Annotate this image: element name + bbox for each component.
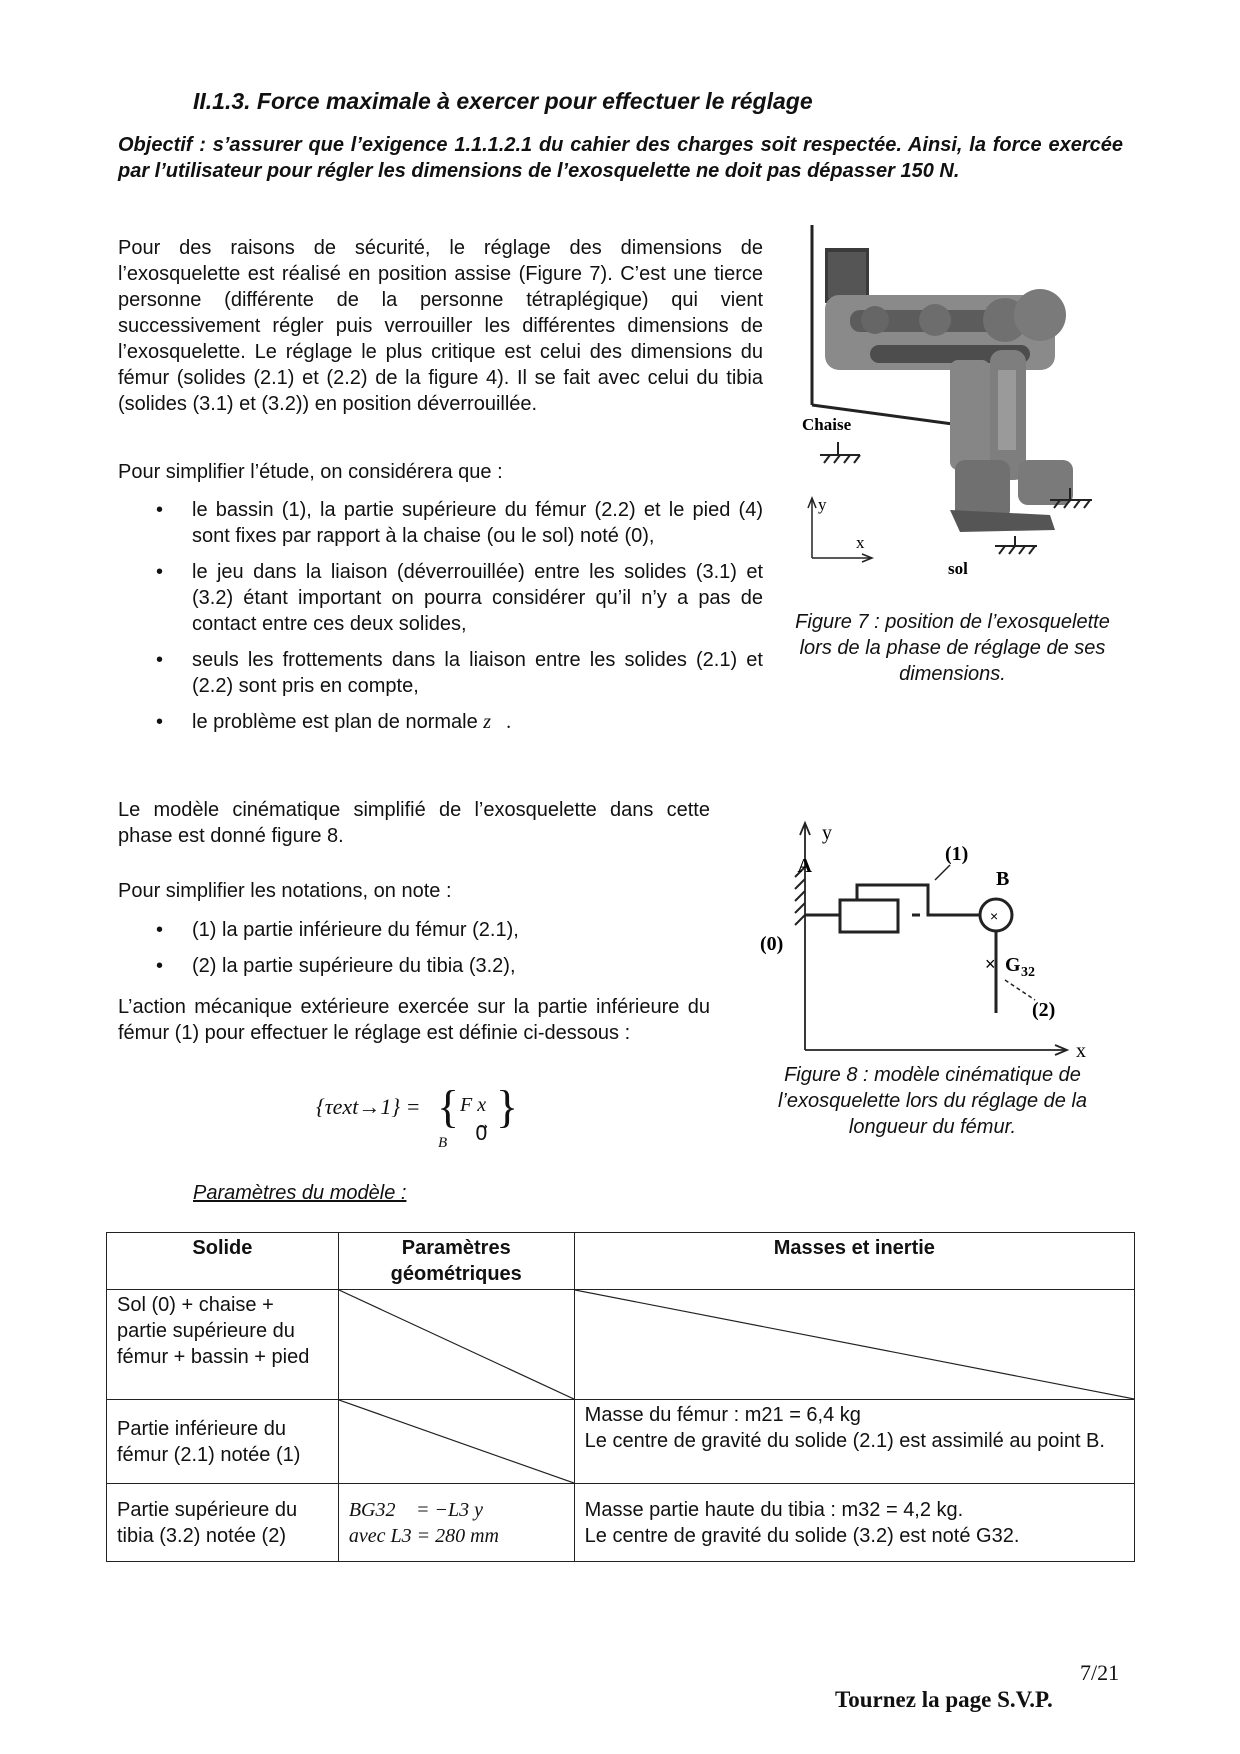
fig8-x-axis-label: x xyxy=(1076,1040,1086,1062)
label-0: (0) xyxy=(760,933,784,955)
torsor-moment: 0⃗ xyxy=(475,1123,488,1145)
list-item: • seuls les frottements dans la liaison entre les solides (2.1) et (2.2) sont pris en compte, xyxy=(118,647,763,699)
torsor-point: B xyxy=(438,1135,448,1151)
bg32-vector: BG32⃗ = −L3 y⃗ xyxy=(348,1498,499,1521)
pivot-cross-icon: × xyxy=(990,908,999,924)
label-1: (1) xyxy=(945,843,969,865)
empty-cell xyxy=(574,1290,1134,1400)
table-cell xyxy=(338,1484,574,1562)
g32-cross-icon: × xyxy=(985,954,996,974)
label-b: B xyxy=(996,868,1010,890)
label-a: A xyxy=(797,855,812,877)
femur-gravity-center: Le centre de gravité du solide (2.1) est assimilé au point B. xyxy=(584,1430,1105,1452)
table-header: Solide xyxy=(107,1233,339,1290)
torsor-label: {τext→1} = xyxy=(316,1094,421,1119)
torsor-right-brace: } xyxy=(496,1081,519,1132)
table-row xyxy=(107,1484,1135,1562)
list-item: • (1) la partie inférieure du fémur (2.1), xyxy=(118,917,710,943)
section-heading: II.1.3. Force maximale à exercer pour effectuer le réglage xyxy=(193,88,813,114)
table-cell: Partie supérieure du tibia (3.2) notée (2) xyxy=(107,1484,339,1562)
table-cell: Partie inférieure du fémur (2.1) notée (1) xyxy=(107,1400,339,1484)
femur-mass: Masse du fémur : m21 = 6,4 kg xyxy=(584,1404,861,1426)
table-cell xyxy=(574,1400,1134,1484)
fig8-y-axis-label: y xyxy=(822,822,832,844)
table-header: Paramètres géométriques xyxy=(338,1233,574,1290)
fig7-y-axis-label: y xyxy=(818,495,827,514)
tibia-gravity-center: Le centre de gravité du solide (3.2) est noté G32. xyxy=(584,1524,1020,1547)
page-number: 7/21 xyxy=(1080,1660,1120,1685)
table-cell xyxy=(574,1484,1134,1562)
torsor-left-brace: { xyxy=(437,1081,460,1132)
model-paragraph: Le modèle cinématique simplifié de l’exosquelette dans cette phase est donné figure 8. xyxy=(118,799,710,847)
params-title: Paramètres du modèle : xyxy=(193,1182,407,1204)
list-item: • le bassin (1), la partie supérieure du fémur (2.2) et le pied (4) sont fixes par rapport à la chaise (ou le sol) noté (0), xyxy=(118,497,763,549)
empty-cell xyxy=(338,1400,574,1484)
torsor-resultant: F x⃗ xyxy=(460,1094,502,1116)
chaise-label: Chaise xyxy=(802,415,852,434)
notation-intro: Pour simplifier les notations, on note : xyxy=(118,880,452,902)
simplify-intro: Pour simplifier l’étude, on considérera que : xyxy=(118,461,503,483)
fig7-x-axis-label: x xyxy=(856,533,865,552)
intro-paragraph: Pour des raisons de sécurité, le réglage des dimensions de l’exosquelette est réalisé en position assise (Figure 7). C’est une tierce personne (différente de la personne tétraplégique) qui vient successivement régler puis verrouiller les différentes dimensions de l’exosquelette. Le réglage le plus critique est celui des dimensions du fémur (solides (2.1) et (2.2) de la figure 4). Il se fait avec celui du tibia (solides (3.1) et (3.2)) en position déverrouillée. xyxy=(118,237,763,415)
label-g-sub: 32 xyxy=(1021,965,1035,980)
hypothesis-text: le problème est plan de normale xyxy=(192,711,478,733)
parameters-table xyxy=(106,1232,1135,1562)
tibia-mass: Masse partie haute du tibia : m32 = 4,2 kg. xyxy=(584,1498,964,1521)
z-vector-symbol: z⃗. xyxy=(483,711,512,733)
notations-list xyxy=(118,917,710,989)
label-2: (2) xyxy=(1032,999,1056,1021)
list-item xyxy=(118,709,763,735)
table-header-row xyxy=(107,1233,1135,1290)
turn-page-footer: Tournez la page S.V.P. xyxy=(835,1687,1053,1712)
figure7-exoskeleton-image xyxy=(800,220,1120,590)
l3-value: avec L3 = 280 mm xyxy=(348,1524,499,1547)
table-header: Masses et inertie xyxy=(574,1233,1134,1290)
table-row xyxy=(107,1400,1135,1484)
figure7-caption: Figure 7 : position de l’exosquelette lors de la phase de réglage de ses dimensions. xyxy=(795,611,1110,685)
list-item: • (2) la partie supérieure du tibia (3.2), xyxy=(118,953,710,979)
empty-cell xyxy=(338,1290,574,1400)
table-row xyxy=(107,1290,1135,1400)
figure8-kinematic-diagram xyxy=(760,815,1100,1065)
list-item: • le jeu dans la liaison (déverrouillée) entre les solides (3.1) et (3.2) étant important on pourra considérer qu’il n’y a pas de contact entre ces deux solides, xyxy=(118,559,763,637)
label-g: G xyxy=(1005,954,1021,976)
action-paragraph: L’action mécanique extérieure exercée sur la partie inférieure du fémur (1) pour effectuer le réglage est définie ci-dessous : xyxy=(118,996,710,1044)
table-cell: Sol (0) + chaise + partie supérieure du fémur + bassin + pied xyxy=(107,1290,339,1400)
sol-label: sol xyxy=(948,559,968,578)
hypotheses-list xyxy=(118,497,763,745)
objective-statement: Objectif : s’assurer que l’exigence 1.1.1.2.1 du cahier des charges soit respectée. Ainsi, la force exercée par l’utilisateur pour régler les dimensions de l’exosquelette ne doit pas dépasser 150 N. xyxy=(118,134,1123,182)
figure8-caption: Figure 8 : modèle cinématique de l’exosquelette lors du réglage de la longueur du fémur. xyxy=(777,1064,1088,1138)
